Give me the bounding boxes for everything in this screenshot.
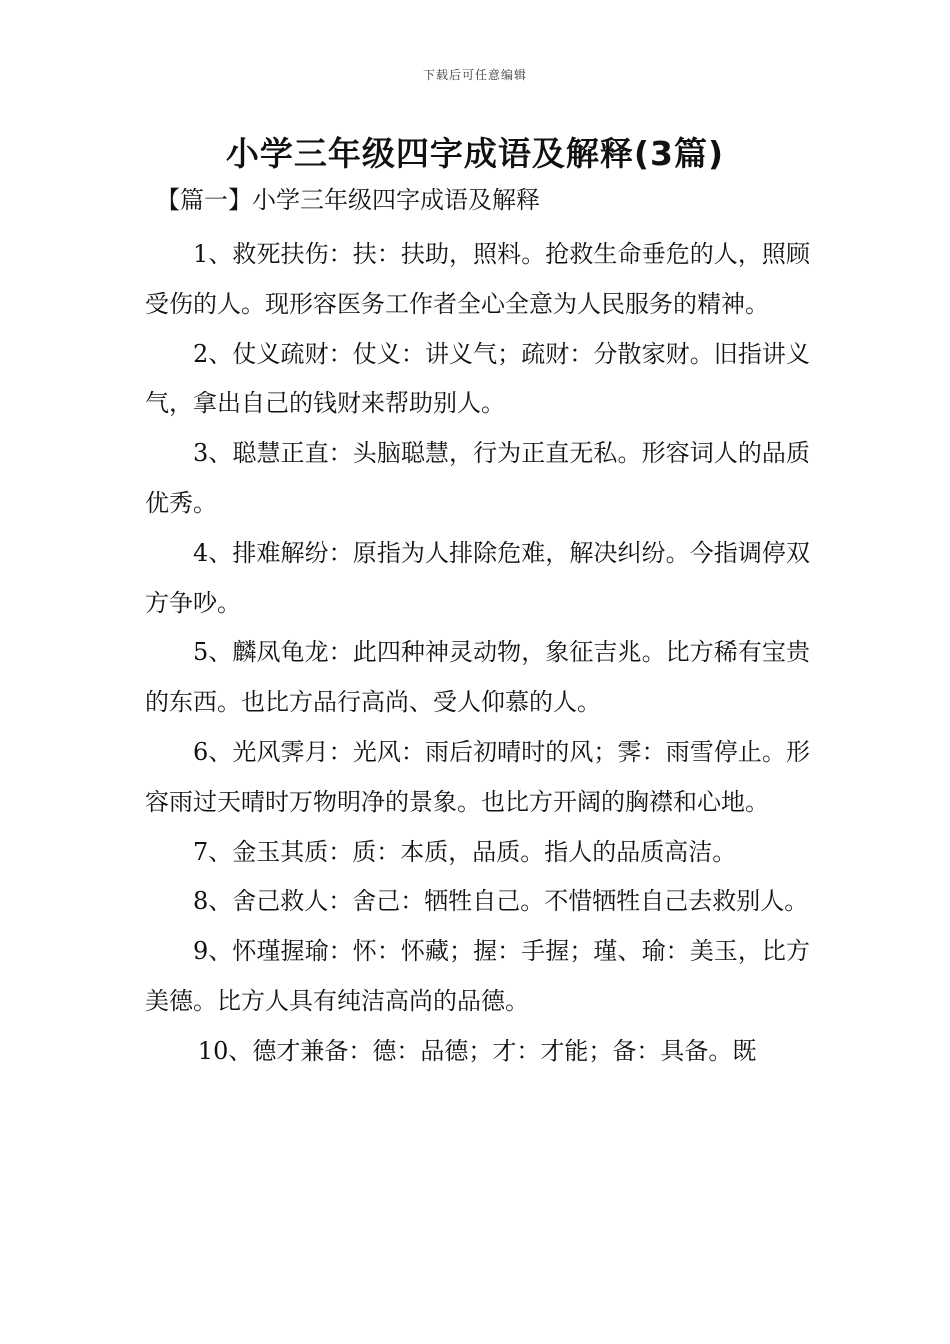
idiom-entry-1: 1、救死扶伤：扶：扶助，照料。抢救生命垂危的人，照顾受伤的人。现形容医务工作者全心全意为人民服务的精神。 <box>145 240 810 318</box>
idiom-entry-8: 8、舍己救人：舍己：牺牲自己。不惜牺牲自己去救别人。 <box>193 887 809 916</box>
document-body <box>145 230 810 1077</box>
idiom-entry-9: 9、怀瑾握瑜：怀：怀藏；握：手握；瑾、瑜：美玉，比方美德。比方人具有纯洁高尚的品德。 <box>145 937 810 1015</box>
idiom-entry-6: 6、光风霁月：光风：雨后初晴时的风；霁：雨雪停止。形容雨过天晴时万物明净的景象。也比方开阔的胸襟和心地。 <box>145 737 810 816</box>
idiom-entry-4: 4、排难解纷：原指为人排除危难，解决纠纷。今指调停双方争吵。 <box>145 538 810 617</box>
idiom-entry-7: 7、金玉其质：质：本质，品质。指人的品质高洁。 <box>193 837 737 866</box>
document-title: 小学三年级四字成语及解释(3篇) <box>225 134 725 173</box>
idiom-entry-2: 2、仗义疏财：仗义：讲义气；疏财：分散家财。旧指讲义气，拿出自己的钱财来帮助别人。 <box>145 339 810 418</box>
idiom-entry-3: 3、聪慧正直：头脑聪慧，行为正直无私。形容词人的品质优秀。 <box>145 439 810 517</box>
idiom-entry-5: 5、麟凤龟龙：此四种神灵动物，象征吉兆。比方稀有宝贵的东西。也比方品行高尚、受人仰慕的人。 <box>145 638 810 717</box>
section-heading: 【篇一】小学三年级四字成语及解释 <box>156 186 540 214</box>
page-header-note: 下载后可任意编辑 <box>422 68 527 82</box>
idiom-entry-10: 10、德才兼备：德：品德；才：才能；备：具备。既 <box>197 1036 757 1065</box>
